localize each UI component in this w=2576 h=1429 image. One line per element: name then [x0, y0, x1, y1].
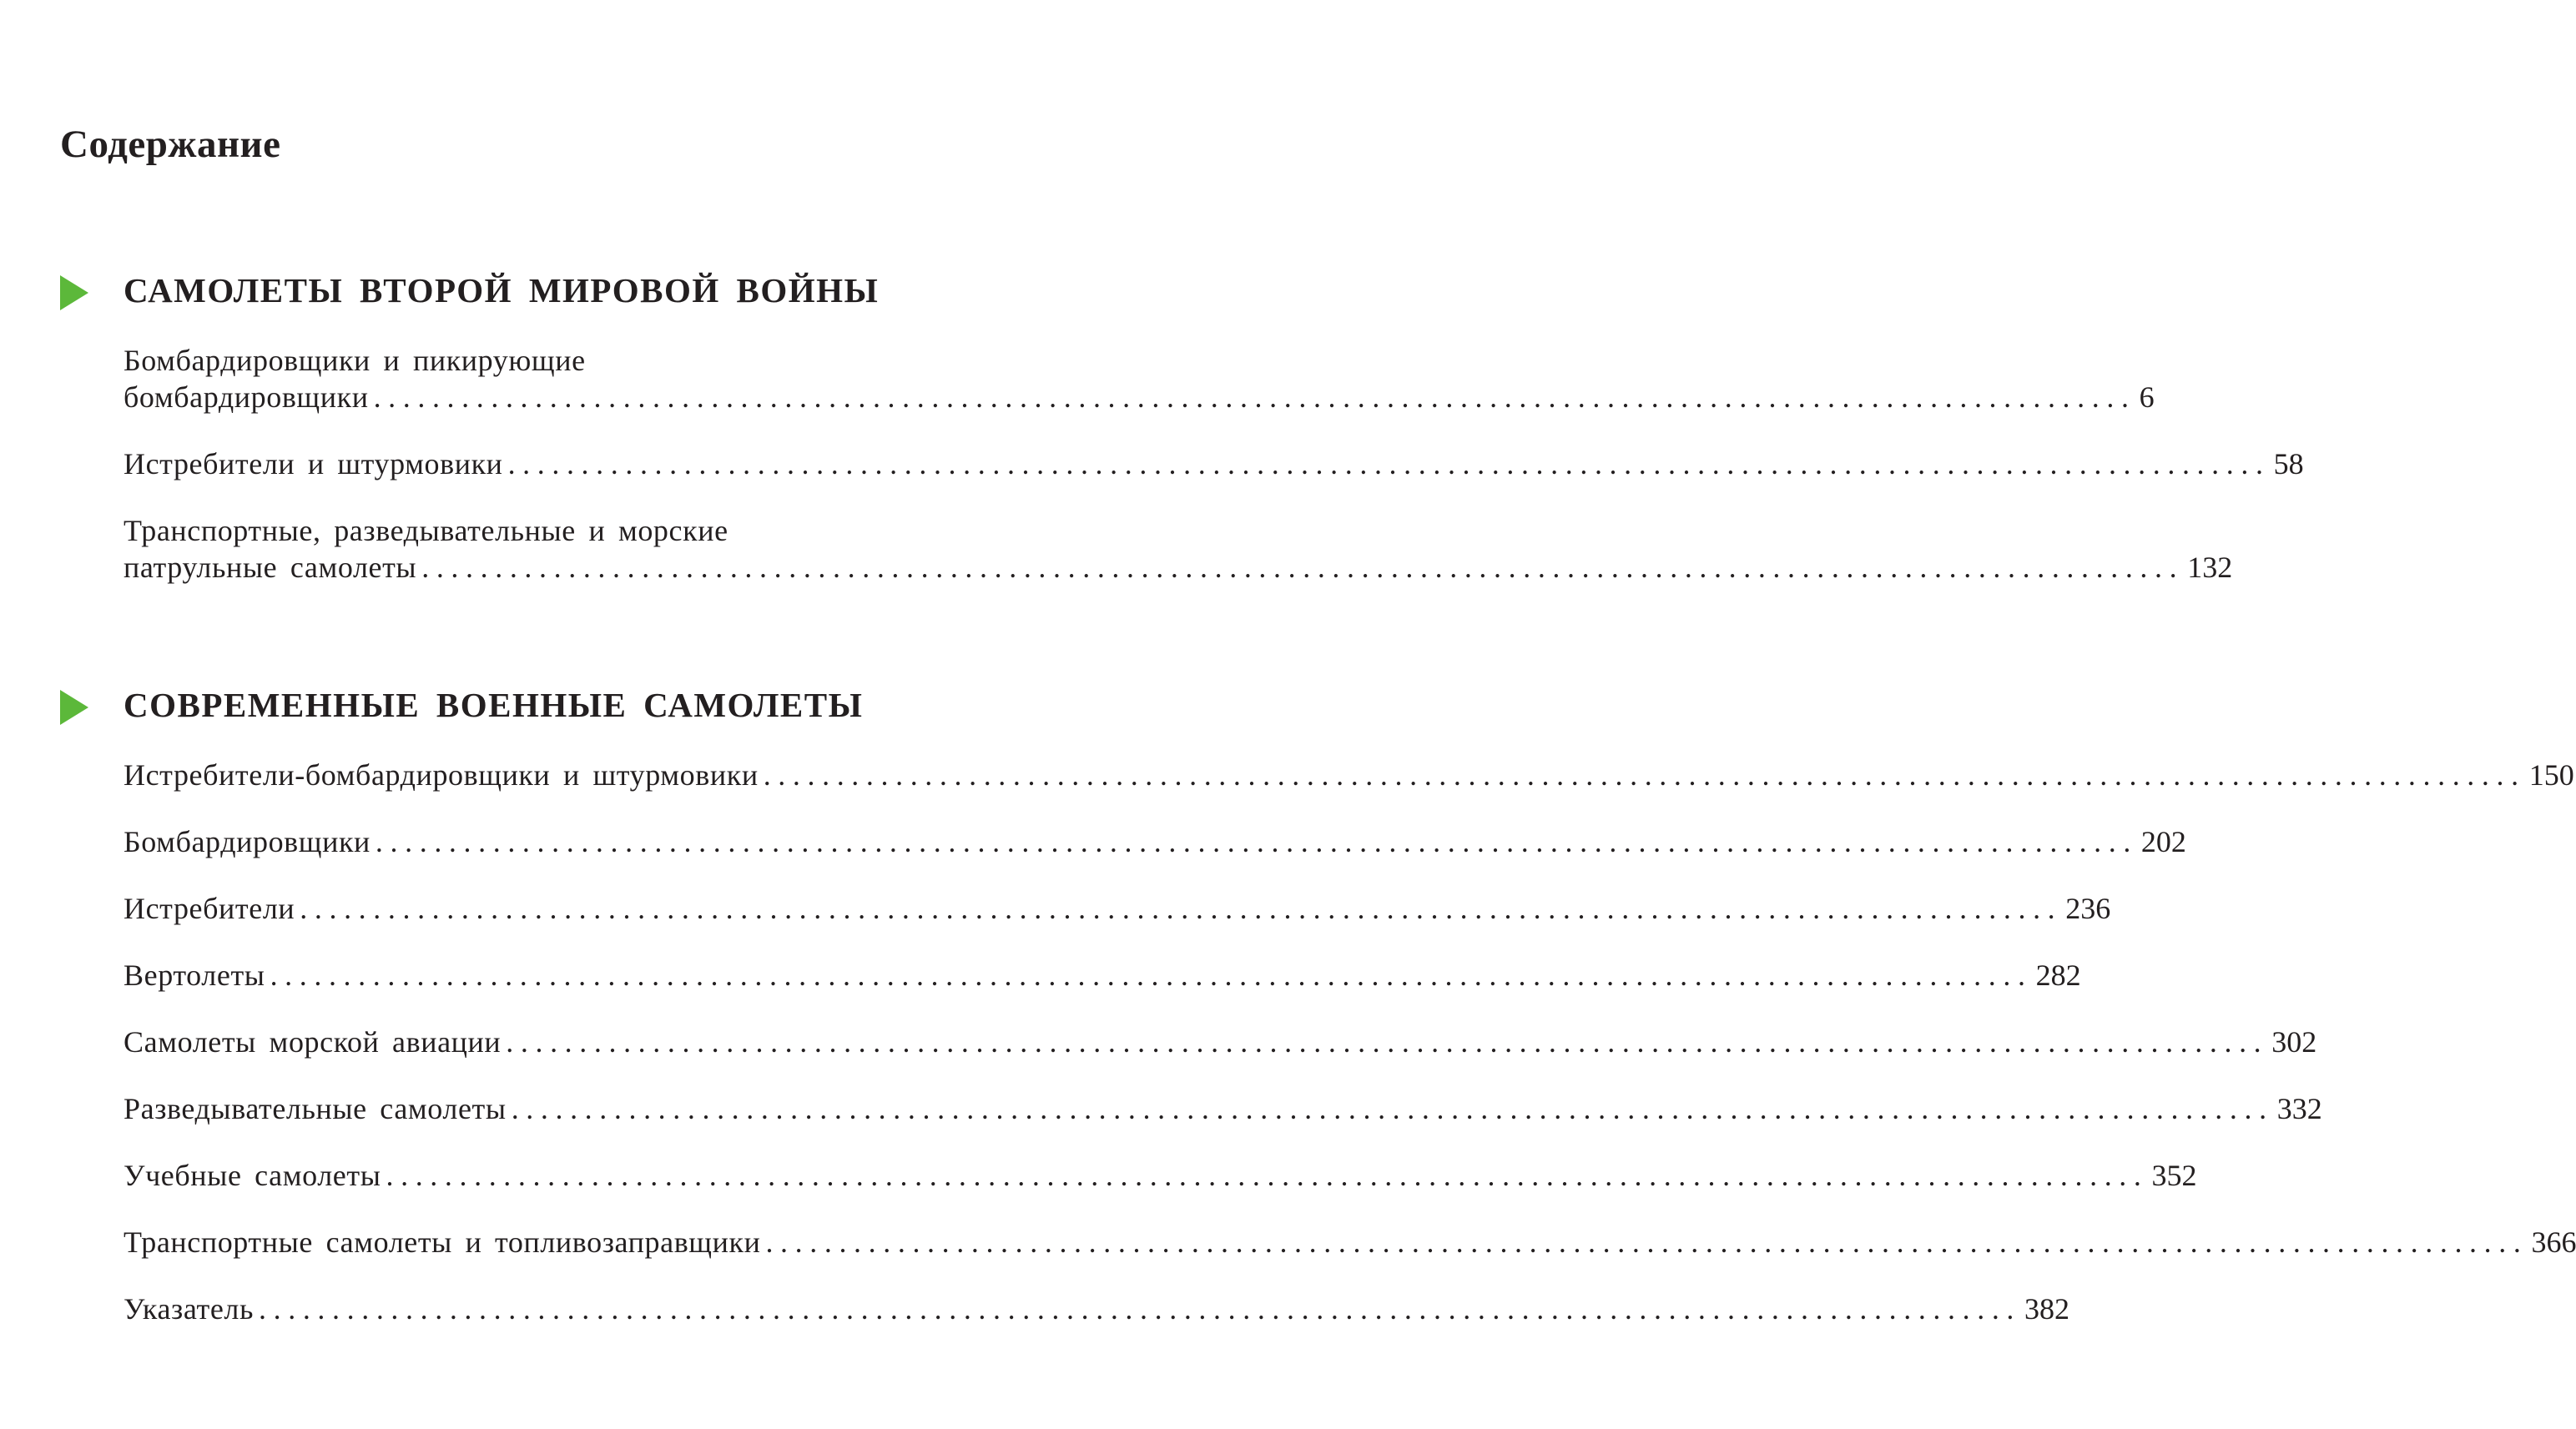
page-number: 150	[2528, 758, 2574, 792]
entry-leader-line	[124, 379, 2155, 415]
toc-entry[interactable]	[124, 957, 2081, 994]
entry-leader-line	[124, 823, 2186, 860]
section-header	[0, 271, 1060, 325]
dot-leader: ........................................................................................................................	[259, 1292, 2022, 1326]
entry-title: Учебные самолеты	[124, 1159, 381, 1192]
entry-title: Истребители-бомбардировщики и штурмовики	[124, 758, 759, 792]
toc-entry[interactable]	[124, 1291, 2070, 1327]
entry-title: бомбардировщики	[124, 380, 369, 414]
entry-title-line: Бомбардировщики и пикирующие	[124, 344, 586, 377]
page-number: 382	[2024, 1292, 2070, 1326]
page-number: 202	[2140, 825, 2186, 858]
page-number: 236	[2065, 892, 2111, 925]
section-header	[0, 686, 1060, 740]
entry-title: Указатель	[124, 1292, 255, 1326]
page-number: 332	[2276, 1092, 2322, 1125]
entry-title: Вертолеты	[124, 959, 265, 992]
dot-leader: ........................................................................................................................	[511, 1092, 2274, 1125]
entry-leader-line	[124, 1024, 2317, 1060]
dot-leader: ........................................................................................................................	[373, 380, 2136, 414]
page-number: 132	[2187, 551, 2233, 584]
entry-leader-line	[124, 549, 2233, 586]
dot-leader: ........................................................................................................................	[421, 551, 2185, 584]
entry-leader-line	[124, 1224, 2576, 1260]
entry-title: Истребители	[124, 892, 295, 925]
triangle-bullet-icon	[60, 275, 88, 310]
entry-leader-line	[124, 1291, 2070, 1327]
entry-title: Разведывательные самолеты	[124, 1092, 507, 1125]
triangle-bullet-icon	[60, 690, 88, 725]
toc-entry[interactable]	[124, 1090, 2322, 1127]
toc-entry[interactable]	[124, 342, 2155, 415]
toc-entry[interactable]	[124, 1157, 2197, 1194]
page-number: 352	[2151, 1159, 2197, 1192]
toc-entry[interactable]	[124, 890, 2111, 927]
dot-leader: ........................................................................................................................	[506, 1025, 2269, 1059]
dot-leader: ........................................................................................................................	[270, 959, 2033, 992]
entry-leader-line	[124, 890, 2111, 927]
toc-entry[interactable]	[124, 757, 2574, 793]
dot-leader: ........................................................................................................................	[386, 1159, 2149, 1192]
toc-entry[interactable]	[124, 1024, 2317, 1060]
toc-entry[interactable]	[124, 823, 2186, 860]
page-number: 282	[2035, 959, 2081, 992]
entry-leader-line	[124, 1157, 2197, 1194]
dot-leader: ........................................................................................................................	[300, 892, 2063, 925]
section-title: СОВРЕМЕННЫЕ ВОЕННЫЕ САМОЛЕТЫ	[124, 686, 864, 724]
entry-title: патрульные самолеты	[124, 551, 417, 584]
page-number: 58	[2273, 447, 2304, 481]
toc-entry[interactable]	[124, 512, 2233, 586]
dot-leader: ........................................................................................................................	[375, 825, 2138, 858]
entry-title: Транспортные самолеты и топливозаправщики	[124, 1225, 761, 1259]
section-title: САМОЛЕТЫ ВТОРОЙ МИРОВОЙ ВОЙНЫ	[124, 271, 880, 309]
entry-title: Самолеты морской авиации	[124, 1025, 502, 1059]
entry-leader-line	[124, 957, 2081, 994]
page-title: Содержание	[60, 123, 281, 166]
dot-leader: ........................................................................................................................	[765, 1225, 2528, 1259]
toc-entry[interactable]	[124, 1224, 2576, 1260]
page-number: 302	[2271, 1025, 2317, 1059]
dot-leader: ........................................................................................................................	[507, 447, 2271, 481]
entry-title: Истребители и штурмовики	[124, 447, 503, 481]
entry-leader-line	[124, 445, 2304, 482]
entry-title-line: Транспортные, разведывательные и морские	[124, 514, 728, 547]
page-number: 366	[2531, 1225, 2576, 1259]
dot-leader: ........................................................................................................................	[763, 758, 2526, 792]
entry-leader-line	[124, 757, 2574, 793]
entry-title: Бомбардировщики	[124, 825, 371, 858]
toc-entry[interactable]	[124, 445, 2304, 482]
page-number: 6	[2139, 380, 2155, 414]
entry-leader-line	[124, 1090, 2322, 1127]
